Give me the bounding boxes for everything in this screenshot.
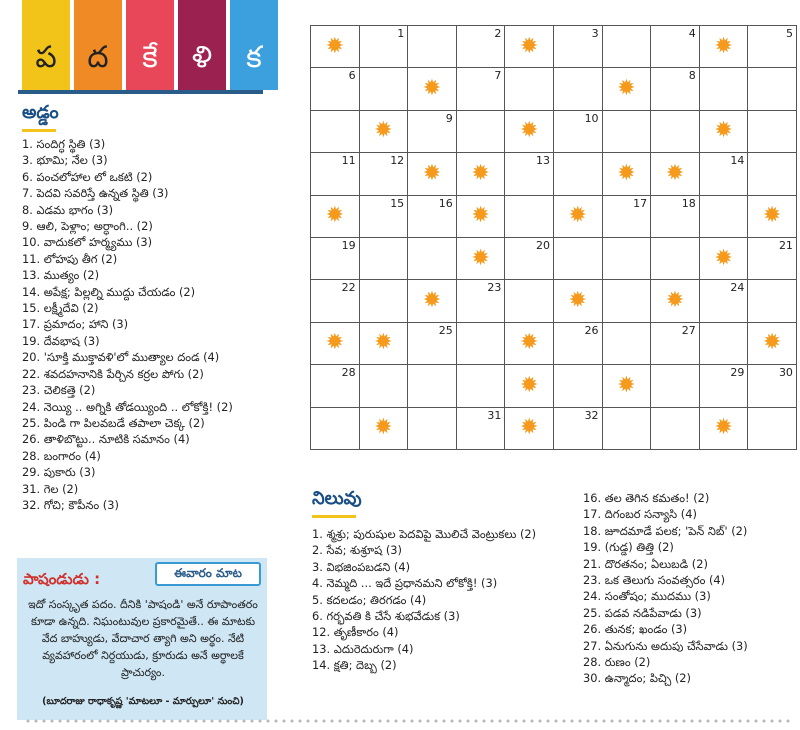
cell-number: 2 (494, 27, 502, 40)
cell-number: 18 (681, 196, 696, 210)
cell-number: 16 (438, 196, 453, 210)
star-cell (408, 68, 457, 110)
clue-item: 30. ఉన్మాదం; పిచ్చి (2) (583, 671, 691, 686)
grid-cell[interactable] (311, 153, 360, 195)
grid-cell[interactable] (603, 408, 652, 450)
clue-item: 24. నెయ్యి .. అగ్నికి తోడయ్యింది .. లోకోక్తి! (2) (22, 399, 233, 414)
grid-cell[interactable] (603, 238, 652, 280)
word-of-week-body: ఇదో సంస్కృత పదం. దీనికి 'పాషండి' అనే రూపాంతరం కూడా ఉన్నది. నిఘంటువుల ప్రకారమైతే.. ఈ మాటకు వేద బాహ్యుడు, వేదాచార త్యాగి అని అర్థం. నేటి వ్యవహారంలో నిర్దయుడు, క్రూరుడు అనే అర్థాలకే ప్రాచుర్యం. (28, 598, 258, 679)
clue-item: 31. గెల (2) (22, 481, 79, 496)
star-icon: ✹ (519, 118, 539, 144)
grid-cell[interactable] (651, 238, 700, 280)
grid-cell[interactable] (457, 68, 506, 110)
grid-cell[interactable] (554, 153, 603, 195)
star-icon: ✹ (374, 118, 393, 144)
star-cell (311, 323, 360, 365)
star-cell (700, 111, 749, 153)
crossword-grid (310, 25, 796, 449)
grid-cell[interactable] (651, 196, 700, 238)
clue-item: 26. తునక; ఖండం (3) (583, 622, 688, 637)
grid-cell[interactable] (408, 196, 457, 238)
cell-number: 9 (445, 111, 453, 125)
grid-cell[interactable] (311, 111, 360, 153)
clue-item: 24. సంతోషం; ముదము (3) (583, 589, 711, 604)
star-cell (700, 408, 749, 450)
grid-cell[interactable] (651, 408, 700, 450)
grid-cell[interactable] (603, 196, 652, 238)
cell-number: 19 (341, 238, 356, 252)
clue-item: 28. రుణం (2) (583, 655, 651, 670)
cell-number: 31 (487, 408, 502, 422)
clue-item: 13. ఎదురెదురుగా (4) (312, 641, 414, 656)
star-icon: ✹ (422, 76, 442, 102)
grid-cell[interactable] (457, 323, 506, 365)
grid-cell[interactable] (311, 68, 360, 110)
star-icon: ✹ (325, 330, 345, 356)
grid-cell[interactable] (554, 111, 603, 153)
clue-item: 32. గోచి; కౌపీనం (3) (22, 497, 119, 512)
star-icon: ✹ (325, 33, 345, 59)
title-tile: ళి (178, 0, 226, 90)
word-of-week-box (17, 558, 267, 720)
star-cell (457, 196, 506, 238)
grid-cell[interactable] (554, 238, 603, 280)
cell-number: 3 (591, 27, 599, 40)
star-icon: ✹ (568, 288, 587, 314)
star-icon: ✹ (617, 372, 636, 398)
grid-cell[interactable] (748, 238, 797, 280)
star-icon: ✹ (714, 118, 733, 144)
grid-cell[interactable] (700, 68, 749, 110)
star-cell (505, 323, 554, 365)
grid-cell[interactable] (554, 26, 603, 68)
grid-cell[interactable] (360, 280, 409, 322)
cell-number: 12 (390, 154, 405, 168)
grid-cell[interactable] (603, 26, 652, 68)
cell-number: 30 (778, 366, 793, 380)
cell-number: 32 (584, 408, 599, 422)
clue-item: 20. 'సూక్తి ముక్తావళి'లో ముత్యాల దండ (4) (22, 350, 220, 365)
grid-cell[interactable] (651, 68, 700, 110)
star-icon: ✹ (617, 76, 636, 102)
cell-number: 15 (390, 196, 405, 210)
word-of-week-tag: ఈవారం మాట (155, 562, 261, 586)
title-tiles (22, 0, 278, 90)
cell-number: 20 (535, 238, 550, 252)
clue-item: 6. గర్భవతి కి చేసే శుభవేడుక (3) (312, 609, 460, 624)
cell-number: 23 (487, 281, 502, 295)
star-icon: ✹ (714, 33, 733, 59)
grid-cell[interactable] (700, 153, 749, 195)
grid-cell[interactable] (311, 365, 360, 407)
grid-cell[interactable] (651, 323, 700, 365)
cell-number: 1 (397, 27, 405, 40)
clue-item: 12. తృణీకారం (4) (312, 625, 399, 640)
clue-item: 14. అపేక్ష; పిల్లల్ని ముద్దు చేయడం (2) (22, 284, 196, 299)
clue-item: 9. ఆలి, పెళ్లాం; అర్ధాంగి.. (2) (22, 219, 153, 234)
star-cell (700, 26, 749, 68)
cell-number: 5 (785, 27, 793, 40)
decorative-border (24, 717, 794, 725)
grid-cell[interactable] (748, 153, 797, 195)
cell-number: 10 (584, 111, 599, 125)
star-icon: ✹ (374, 330, 393, 356)
grid-cell[interactable] (748, 408, 797, 450)
grid-cell[interactable] (408, 26, 457, 68)
grid-cell[interactable] (554, 365, 603, 407)
grid-cell[interactable] (700, 323, 749, 365)
clue-item: 23. ఒక తెలుగు సంవత్సరం (4) (583, 573, 726, 588)
grid-cell[interactable] (748, 111, 797, 153)
down-clue-list-2 (583, 490, 798, 687)
star-icon: ✹ (665, 288, 685, 314)
grid-cell[interactable] (505, 68, 554, 110)
grid-cell[interactable] (651, 26, 700, 68)
grid-cell[interactable] (360, 153, 409, 195)
cell-number: 26 (584, 323, 599, 337)
grid-cell[interactable] (408, 408, 457, 450)
clue-item: 18. జూదమాడే పలక; 'పెన్ నిబ్' (2) (583, 523, 748, 538)
star-icon: ✹ (422, 288, 442, 314)
star-cell (505, 111, 554, 153)
star-icon: ✹ (762, 330, 782, 356)
across-heading (22, 102, 59, 132)
grid-cell[interactable] (457, 280, 506, 322)
grid-cell[interactable] (554, 68, 603, 110)
grid-cell[interactable] (457, 365, 506, 407)
star-icon: ✹ (714, 415, 733, 441)
title-tile: ప (22, 0, 70, 90)
clue-item: 10. వాదుకలో హర్మ్యము (3) (22, 235, 153, 250)
clue-item: 8. ఎడమ భాగం (3) (22, 202, 114, 217)
clue-item: 21. దొరతనం; ఏలుబడి (2) (583, 556, 708, 571)
star-icon: ✹ (714, 245, 733, 271)
star-cell (408, 153, 457, 195)
grid-cell[interactable] (311, 238, 360, 280)
cell-number: 24 (730, 281, 745, 295)
word-of-week-source: (బూదరాజు రాధాకృష్ణ 'మాటలూ - మార్పులూ' నుంచి) (42, 696, 244, 707)
cell-number: 13 (535, 154, 550, 168)
star-icon: ✹ (325, 203, 345, 229)
clue-item: 14. క్షతి; దెబ్బ (2) (312, 658, 397, 673)
grid-cell[interactable] (554, 323, 603, 365)
clue-item: 1. సందిగ్ధ స్థితి (3) (22, 137, 106, 151)
star-cell (457, 238, 506, 280)
star-cell (505, 365, 554, 407)
cell-number: 22 (341, 281, 356, 295)
cell-number: 25 (438, 323, 453, 337)
title-tile: ద (74, 0, 122, 90)
star-cell (700, 238, 749, 280)
clue-item: 19. (గుడ్డ) తిత్తి (2) (583, 540, 674, 555)
star-icon: ✹ (665, 160, 685, 186)
grid-cell[interactable] (748, 26, 797, 68)
star-cell (748, 323, 797, 365)
grid-cell[interactable] (408, 238, 457, 280)
star-cell (360, 323, 409, 365)
grid-cell[interactable] (603, 111, 652, 153)
clue-item: 1. శ్మశ్రు; పురుషుల పెదవిపై మొలిచే వెంట్రుకలు (2) (312, 527, 537, 541)
star-icon: ✹ (762, 203, 782, 229)
cell-number: 7 (494, 69, 502, 83)
grid-cell[interactable] (360, 196, 409, 238)
star-cell (457, 153, 506, 195)
clue-item: 16. తల తెగిన కమతం! (2) (583, 491, 710, 505)
star-icon: ✹ (617, 160, 636, 186)
cell-number: 6 (348, 69, 356, 83)
title-tile: క (230, 0, 278, 90)
grid-cell[interactable] (457, 408, 506, 450)
clue-item: 11. లోహపు తీగ (2) (22, 251, 118, 266)
star-icon: ✹ (568, 203, 587, 229)
grid-cell[interactable] (311, 280, 360, 322)
down-heading (312, 488, 362, 518)
cell-number: 11 (341, 154, 356, 168)
clue-item: 3. విభజింపబడని (4) (312, 559, 411, 574)
star-icon: ✹ (519, 372, 539, 398)
star-cell (554, 280, 603, 322)
across-heading-text: అడ్డం (22, 102, 59, 123)
grid-cell[interactable] (505, 280, 554, 322)
clue-item: 15. లక్ష్మీదేవి (2) (22, 301, 99, 316)
grid-cell[interactable] (505, 238, 554, 280)
star-icon: ✹ (471, 245, 490, 271)
clue-item: 19. దేవభాష (3) (22, 333, 100, 348)
clue-item: 23. చెలికత్తె (2) (22, 383, 96, 398)
clue-item: 2. సేవ; శుశ్రూష (3) (312, 543, 402, 558)
grid-cell[interactable] (457, 111, 506, 153)
grid-cell[interactable] (700, 365, 749, 407)
grid-cell[interactable] (700, 196, 749, 238)
star-cell (603, 365, 652, 407)
star-cell (554, 196, 603, 238)
star-cell (311, 26, 360, 68)
clue-item: 26. తాళిబొట్టు.. నూటికి సమానం (4) (22, 432, 190, 447)
across-clue-list (22, 136, 282, 513)
clue-item: 17. దిగంబర సన్యాసి (4) (583, 507, 697, 522)
grid-cell[interactable] (311, 408, 360, 450)
star-cell (603, 153, 652, 195)
across-heading-underline (22, 129, 56, 132)
grid-cell[interactable] (457, 26, 506, 68)
clue-item: 7. పెదవి సవరిస్తే ఉన్నత స్థితి (3) (22, 186, 169, 201)
down-heading-text: నిలువు (312, 488, 362, 509)
star-icon: ✹ (519, 330, 539, 356)
grid-cell[interactable] (748, 280, 797, 322)
star-icon: ✹ (471, 203, 490, 229)
grid-cell[interactable] (360, 238, 409, 280)
cell-number: 27 (681, 323, 696, 337)
grid-cell[interactable] (505, 153, 554, 195)
clue-item: 13. ముత్యం (2) (22, 268, 100, 283)
star-cell (651, 280, 700, 322)
grid-cell[interactable] (554, 408, 603, 450)
star-icon: ✹ (422, 160, 442, 186)
star-icon: ✹ (471, 160, 490, 186)
star-cell (603, 68, 652, 110)
title-tile: కే (126, 0, 174, 90)
clue-item: 22. శవదహనానికి పేర్చిన కర్రల పోగు (2) (22, 366, 204, 381)
grid-cell[interactable] (360, 26, 409, 68)
star-cell (360, 111, 409, 153)
star-cell (505, 408, 554, 450)
word-of-week-title: పాషండుడు : (23, 570, 101, 588)
clue-item: 6. పంచలోహాల లో ఒకటి (2) (22, 169, 153, 184)
cell-number: 21 (778, 238, 793, 252)
clue-item: 29. పుకారు (3) (22, 465, 96, 480)
cell-number: 28 (341, 366, 356, 380)
grid-cell[interactable] (700, 280, 749, 322)
star-icon: ✹ (519, 415, 539, 441)
grid-cell[interactable] (651, 111, 700, 153)
down-heading-underline (312, 515, 356, 518)
grid-cell[interactable] (360, 68, 409, 110)
clue-item: 17. ప్రమాదం; హాని (3) (22, 317, 129, 332)
cell-number: 29 (730, 366, 745, 380)
clue-item: 25. పడవ నడిపేవాడు (3) (583, 605, 702, 620)
grid-cell[interactable] (360, 365, 409, 407)
grid-cell[interactable] (408, 323, 457, 365)
star-cell (408, 280, 457, 322)
title-underline (18, 90, 263, 94)
star-icon: ✹ (374, 415, 393, 441)
star-icon: ✹ (519, 33, 539, 59)
star-cell (748, 196, 797, 238)
clue-item: 25. పిండి గా పిలవబడే తపాలా చెక్క (2) (22, 415, 205, 430)
clue-item: 28. బంగారం (4) (22, 448, 101, 463)
grid-cell[interactable] (408, 365, 457, 407)
clue-item: 27. ఏనుగును అదుపు చేసేవాడు (3) (583, 638, 748, 653)
cell-number: 14 (730, 154, 745, 168)
star-cell (311, 196, 360, 238)
clue-item: 3. భూమి; నేల (3) (22, 153, 108, 168)
cell-number: 8 (688, 69, 696, 83)
grid-cell[interactable] (603, 323, 652, 365)
cell-number: 17 (633, 196, 648, 210)
grid-cell[interactable] (505, 196, 554, 238)
star-cell (651, 153, 700, 195)
clue-item: 5. కదలడం; తిరగడం (4) (312, 592, 427, 607)
grid-cell[interactable] (748, 68, 797, 110)
grid-cell[interactable] (408, 111, 457, 153)
down-clue-list-1 (312, 526, 562, 674)
star-cell (360, 408, 409, 450)
grid-cell[interactable] (651, 365, 700, 407)
clue-item: 4. నెమ్మది ... ఇదే ప్రధానమని లోకోక్తి! (3) (312, 576, 498, 591)
grid-cell[interactable] (603, 280, 652, 322)
star-cell (505, 26, 554, 68)
grid-cell[interactable] (748, 365, 797, 407)
cell-number: 4 (688, 27, 696, 40)
